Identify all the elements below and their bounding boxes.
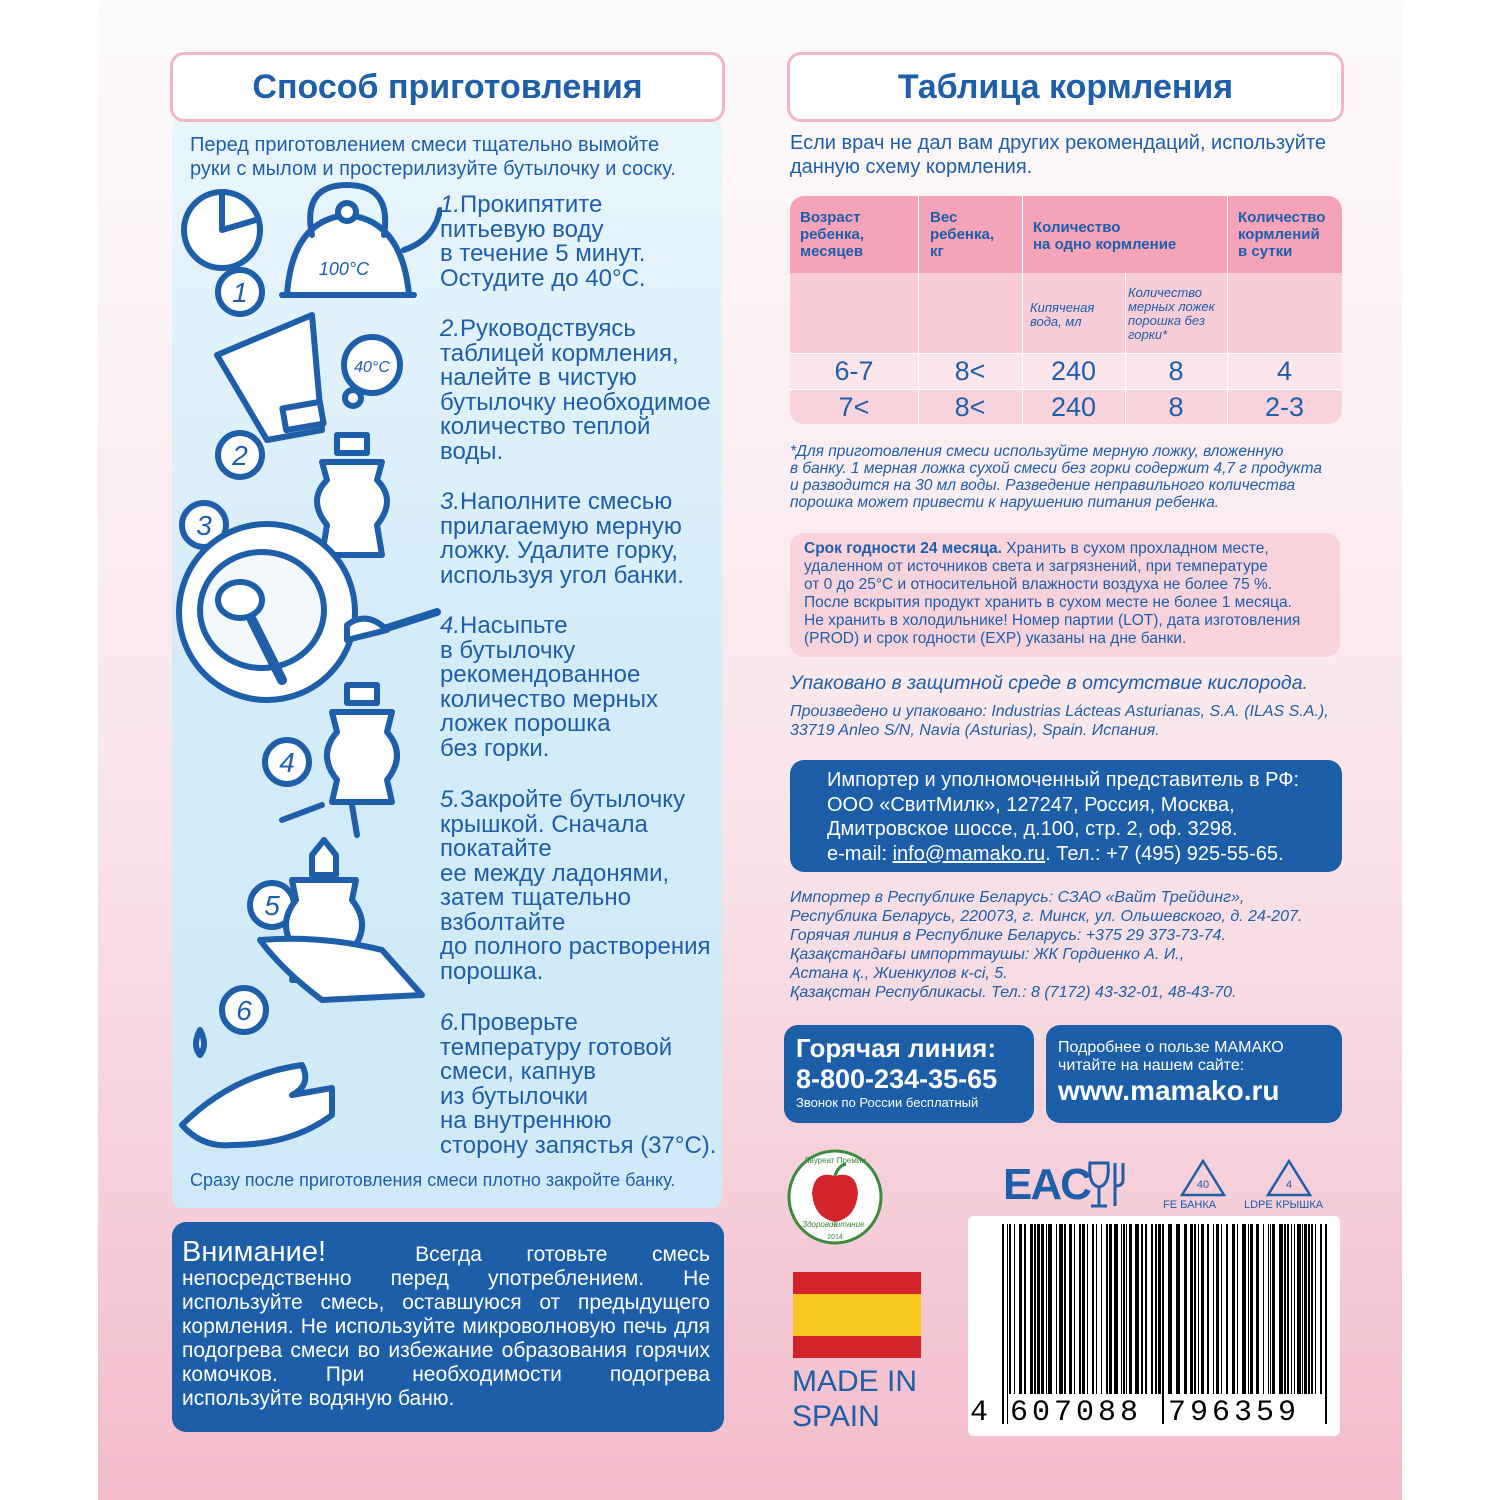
svg-text:2: 2	[232, 440, 248, 471]
step-5: 5.Закройте бутылочку крышкой. Сначала покатайте ее между ладонями, затем тщательно взболтайте до полного растворения порошка.	[440, 786, 711, 985]
col-header-feedings: Количество кормлений в сутки	[1238, 209, 1326, 260]
website-box: Подробнее о пользе МАМАКО читайте на нашем сайте: www.mamako.ru	[1046, 1025, 1342, 1123]
hotline-box	[784, 1025, 1034, 1123]
formula-tin-icon	[179, 524, 355, 700]
bottle-icon	[317, 435, 387, 555]
hotline-number[interactable]: 8-800-234-35-65	[796, 1064, 998, 1094]
preparation-illustrations	[172, 180, 442, 1180]
preparation-intro: Перед приготовлением смеси тщательно вымойте руки с мылом и простерилизуйте бутылочку и соску.	[190, 134, 676, 180]
hotline-title: Горячая линия:	[796, 1033, 997, 1063]
kettle-temp: 100°С	[318, 259, 370, 279]
subheader-spoons: Количество мерных ложек порошка без горки*	[1128, 285, 1215, 342]
recycle-fe-icon	[1178, 1158, 1228, 1198]
feeding-table: Возраст ребенка, месяцев Вес ребенка, кг Количество на одно кормление Количество кормлений в сутки Кипяченая вода, мл Количество мерных ложек порошка без горки* 6-7 8< 240 8 4 7< 8< 240 8 2-3	[790, 196, 1342, 424]
step-3: 3.Наполните смесью прилагаемую мерную ложку. Удалите горку, используя угол банки.	[440, 488, 684, 589]
svg-text:Здоровое: Здоровое	[802, 1220, 838, 1229]
drop-icon	[196, 1030, 204, 1055]
svg-text:питание: питание	[831, 1220, 865, 1229]
email-link[interactable]: info@mamako.ru	[892, 842, 1046, 865]
svg-text:3: 3	[196, 510, 212, 541]
bubble-temp: 40°С	[354, 359, 390, 376]
producer-info: Произведено и упаковано: Industrias Lácteas Asturianas, S.A. (ILAS S.A.), 33719 Anleo S/N, Navia (Asturias), Spain. Испания.	[790, 703, 1329, 739]
col-header-weight: Вес ребенка, кг	[930, 209, 994, 260]
eac-mark: EAC	[1003, 1160, 1090, 1209]
closing-note: Сразу после приготовления смеси плотно закройте банку.	[190, 1170, 676, 1190]
award-seal	[786, 1148, 884, 1246]
svg-text:4: 4	[1285, 1179, 1293, 1191]
step-2: 2.Руководствуясь таблицей кормления, налейте в чистую бутылочку необходимое количество теплой воды.	[440, 315, 711, 465]
wrist-hand-icon	[182, 1065, 332, 1145]
step-1: 1.Прокипятите питьевую воду в течение 5 минут. Остудите до 40°С.	[440, 191, 646, 292]
hotline-note: Звонок по России бесплатный	[796, 1095, 979, 1110]
svg-text:5: 5	[264, 890, 280, 921]
step-4: 4.Насыпьте в бутылочку рекомендованное количество мерных ложек порошка без горки.	[440, 612, 659, 762]
col-header-amount: Количество на одно кормление	[1033, 219, 1177, 253]
preparation-header: Способ приготовления	[170, 52, 725, 122]
table-footnote: *Для приготовления смеси используйте мерную ложку, вложенную в банку. 1 мерная ложка сухой смеси без горки содержит 4,7 г продукта и разводится на 30 мл воды. Разведение неправильного количества порошка может привести к нарушению питания ребенка.	[790, 443, 1323, 511]
bottle-icon	[327, 685, 397, 802]
packaging-note: Упаковано в защитной среде в отсутствие кислорода.	[790, 672, 1308, 694]
website-link[interactable]: www.mamako.ru	[1058, 1075, 1280, 1106]
spain-flag-icon	[793, 1272, 921, 1358]
measuring-scoop-icon	[347, 612, 437, 640]
feeding-intro: Если врач не дал вам других рекомендаций, используйте данную схему кормления.	[790, 132, 1327, 178]
ldpe-label: LDPE КРЫШКА	[1244, 1199, 1324, 1211]
feeding-table-header: Таблица кормления	[787, 52, 1344, 122]
made-in-spain: MADE IN SPAIN	[792, 1365, 918, 1433]
importer-box: Импортер и уполномоченный представитель в РФ: ООО «СвитМилк», 127247, Россия, Москва, Дмитровское шоссе, д.100, стр. 2, оф. 3298. e-mail: info@mamako.ru. Тел.: +7 (495) 925-55-65.	[790, 760, 1342, 872]
svg-text:2014: 2014	[827, 1234, 843, 1241]
regional-importers: Импортер в Республике Беларусь: СЗАО «Вайт Трейдинг», Республика Беларусь, 220073, г. Минск, ул. Ольшевского, д. 24-207. Горячая линия в Республике Беларусь: +375 29 373-73-74. Қазақстандағы импорттаушы: ЖК Гордиенко А. И., Астана қ., Жиенкулов к-сі, 5. Қазақстан Республикасы. Тел.: 8 (7172) 43-32-01, 48-43-70.	[790, 889, 1303, 1001]
subheader-water: Кипяченая вода, мл	[1030, 300, 1095, 329]
fe-label: FE БАНКА	[1163, 1199, 1217, 1211]
pouring-kettle-icon	[217, 315, 324, 440]
step-6: 6.Проверьте температуру готовой смеси, капнув из бутылочки на внутреннюю сторону запястья (37°С).	[440, 1009, 717, 1159]
barcode: 4 607088 796359	[968, 1216, 1340, 1436]
storage-info: Срок годности 24 месяца. Хранить в сухом прохладном месте, удаленном от источников света и загрязнений, при температуре от 0 до 25°С и относительной влажности воздуха не более 75 %. После вскрытия продукт хранить в сухом месте не более 1 месяца. Не хранить в холодильнике! Номер партии (LOT), дата изготовления (PROD) и срок годности (EXP) указаны на дне банки.	[790, 533, 1340, 657]
svg-text:40: 40	[1196, 1179, 1210, 1191]
svg-text:1: 1	[232, 277, 248, 308]
recycle-ldpe-icon	[1264, 1158, 1314, 1198]
col-header-age: Возраст ребенка, месяцев	[800, 209, 864, 260]
food-contact-icon	[1085, 1160, 1135, 1210]
warning-box	[172, 1222, 724, 1432]
svg-text:4: 4	[279, 747, 295, 778]
clock-icon	[184, 192, 260, 268]
svg-text:Лауреат Премии: Лауреат Премии	[804, 1156, 866, 1165]
svg-text:6: 6	[236, 995, 252, 1026]
warning-title: Внимание!	[182, 1236, 327, 1268]
warning-text: Всегда готовьте смесь непосредственно перед употреблением. Не используйте смесь, оставшуюся от предыдущего кормления. Не используйте микроволновую печь для подогрева смеси во избежание образования горячих комочков. При необходимости подогрева используйте водяную баню.	[182, 1243, 711, 1410]
